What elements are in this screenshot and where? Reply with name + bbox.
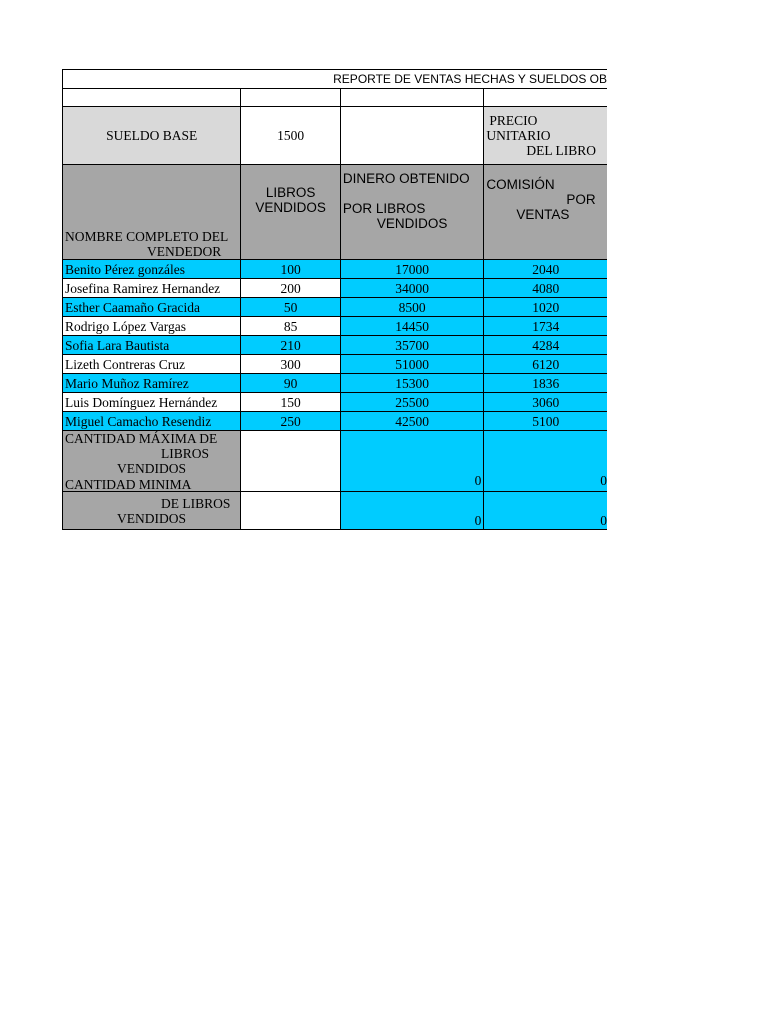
libros-value: 210 — [280, 337, 301, 353]
libros-value: 85 — [283, 318, 298, 334]
comision-cell[interactable] — [484, 374, 607, 393]
vendedor-name: Benito Pérez gonzáles — [65, 261, 185, 277]
comision-cell[interactable] — [484, 298, 607, 317]
comision-value: 3060 — [532, 394, 560, 410]
dinero-cell[interactable] — [340, 355, 484, 374]
libros-value: 100 — [280, 261, 301, 277]
libros-cell[interactable] — [241, 393, 340, 412]
libros-cell[interactable] — [241, 260, 340, 279]
comision-value: 1734 — [532, 318, 560, 334]
vendedor-name-cell[interactable] — [63, 374, 241, 393]
table-row — [63, 279, 608, 298]
table-row — [63, 374, 608, 393]
sales-report-sheet — [62, 69, 607, 530]
table-row — [63, 393, 608, 412]
dinero-cell[interactable] — [340, 393, 484, 412]
libros-value: 90 — [283, 375, 298, 391]
comision-cell[interactable] — [484, 260, 607, 279]
empty-cell[interactable] — [63, 89, 241, 107]
libros-value: 50 — [283, 299, 298, 315]
libros-cell[interactable] — [241, 317, 340, 336]
precio-unitario-line1: PRECIO — [489, 113, 538, 128]
vendedor-name-cell[interactable] — [63, 393, 241, 412]
libros-header-line1: LIBROS — [265, 185, 316, 200]
comision-value: 4284 — [532, 337, 560, 353]
libros-value: 250 — [280, 413, 301, 429]
dinero-value: 25500 — [395, 394, 429, 410]
vendedor-name: Luis Domínguez Hernández — [65, 394, 218, 410]
dinero-cell[interactable] — [340, 374, 484, 393]
sueldo-base-value-cell[interactable] — [241, 107, 340, 165]
precio-unitario-line2: UNITARIO — [486, 128, 551, 143]
table-row — [63, 260, 608, 279]
comision-header-line1: COMISIÓN — [486, 177, 555, 192]
dinero-header-line3: VENDIDOS — [376, 216, 448, 231]
libros-header-line2: VENDIDOS — [255, 200, 326, 215]
comision-cell[interactable] — [484, 355, 607, 374]
cantidad-minima-line3: VENDIDOS — [117, 510, 186, 526]
vendedor-name: Josefina Ramirez Hernandez — [65, 280, 221, 296]
precio-unitario-line3: DEL LIBRO — [526, 143, 597, 158]
dinero-header-line2: POR LIBROS — [342, 201, 426, 216]
minimo-dinero-cell[interactable] — [340, 492, 484, 530]
libros-cell[interactable] — [241, 279, 340, 298]
libros-cell[interactable] — [241, 374, 340, 393]
libros-cell[interactable] — [241, 298, 340, 317]
vendedor-name: Esther Caamaño Gracida — [65, 299, 200, 315]
dinero-value: 42500 — [395, 413, 429, 429]
dinero-cell[interactable] — [340, 298, 484, 317]
dinero-cell[interactable] — [340, 412, 484, 431]
table-row — [63, 317, 608, 336]
comision-cell[interactable] — [484, 412, 607, 431]
cantidad-maxima-row — [63, 431, 608, 492]
vendedor-name: Rodrigo López Vargas — [65, 318, 186, 334]
nombre-header-line1: NOMBRE COMPLETO DEL — [65, 229, 229, 244]
dinero-cell[interactable] — [340, 279, 484, 298]
empty-cell[interactable] — [340, 107, 484, 165]
comision-cell[interactable] — [484, 393, 607, 412]
table-row — [63, 298, 608, 317]
dinero-value: 34000 — [395, 280, 429, 296]
vendedor-name-cell[interactable] — [63, 279, 241, 298]
nombre-header-line2: VENDEDOR — [147, 244, 222, 259]
column-header-row — [63, 165, 608, 260]
comision-cell[interactable] — [484, 336, 607, 355]
empty-cell[interactable] — [241, 89, 340, 107]
vendedor-name: Lizeth Contreras Cruz — [65, 356, 185, 372]
table-row — [63, 355, 608, 374]
comision-value: 6120 — [532, 356, 560, 372]
minimo-dinero-value: 0 — [474, 513, 482, 528]
comision-value: 1836 — [532, 375, 560, 391]
dinero-value: 14450 — [395, 318, 429, 334]
cantidad-minima-line2: DE LIBROS — [161, 495, 231, 511]
comision-value: 1020 — [532, 299, 560, 315]
vendedor-name-cell[interactable] — [63, 260, 241, 279]
libros-value: 200 — [280, 280, 301, 296]
maximo-dinero-cell[interactable] — [340, 431, 484, 492]
cantidad-minima-label-cell[interactable] — [63, 492, 241, 530]
dinero-cell[interactable] — [340, 336, 484, 355]
comision-header-line2: POR — [566, 192, 596, 207]
empty-cell[interactable] — [484, 89, 607, 107]
comision-value: 5100 — [532, 413, 560, 429]
sueldo-base-label: SUELDO BASE — [106, 128, 198, 143]
cantidad-maxima-line3: VENDIDOS — [117, 461, 186, 476]
report-title: REPORTE DE VENTAS HECHAS Y SUELDOS OB — [333, 71, 607, 86]
minimo-comision-cell[interactable] — [484, 492, 607, 530]
vendedor-name-cell[interactable] — [63, 412, 241, 431]
dinero-cell[interactable] — [340, 317, 484, 336]
maximo-comision-cell[interactable] — [484, 431, 607, 492]
nombre-header-cell[interactable] — [63, 165, 241, 260]
sueldo-base-row — [63, 107, 608, 165]
dinero-value: 51000 — [395, 356, 429, 372]
dinero-value: 17000 — [395, 261, 429, 277]
empty-cell[interactable] — [241, 431, 340, 492]
cantidad-maxima-line1: CANTIDAD MÁXIMA DE — [65, 431, 218, 446]
title-row — [63, 70, 608, 89]
vendedor-name-cell[interactable] — [63, 355, 241, 374]
cantidad-minima-line1: CANTIDAD MINIMA — [65, 477, 192, 492]
empty-cell[interactable] — [241, 492, 340, 530]
libros-cell[interactable] — [241, 355, 340, 374]
libros-value: 300 — [280, 356, 301, 372]
libros-value: 150 — [280, 394, 301, 410]
precio-unitario-cell[interactable] — [484, 107, 607, 165]
vendedor-name-cell[interactable] — [63, 317, 241, 336]
cantidad-maxima-label-cell[interactable] — [63, 431, 241, 492]
dinero-header-cell[interactable] — [340, 165, 484, 260]
vendedor-name-cell[interactable] — [63, 298, 241, 317]
libros-cell[interactable] — [241, 336, 340, 355]
blank-row — [63, 89, 608, 107]
table-row — [63, 412, 608, 431]
empty-cell[interactable] — [340, 89, 484, 107]
maximo-dinero-value: 0 — [474, 473, 482, 488]
comision-cell[interactable] — [484, 317, 607, 336]
libros-cell[interactable] — [241, 412, 340, 431]
dinero-header-line1: DINERO OBTENIDO — [342, 171, 470, 186]
dinero-value: 35700 — [395, 337, 429, 353]
dinero-value: 8500 — [398, 299, 426, 315]
vendedor-name-cell[interactable] — [63, 336, 241, 355]
vendedor-name: Miguel Camacho Resendiz — [65, 413, 212, 429]
comision-header-line3: VENTAS — [516, 207, 570, 222]
cantidad-minima-row — [63, 492, 608, 530]
vendedor-name: Mario Muñoz Ramírez — [65, 375, 189, 391]
comision-value: 4080 — [532, 280, 560, 296]
report-title-cell[interactable] — [63, 70, 608, 89]
minimo-comision-value: 0 — [600, 513, 607, 528]
comision-value: 2040 — [532, 261, 560, 277]
dinero-cell[interactable] — [340, 260, 484, 279]
cantidad-maxima-line2: LIBROS — [161, 446, 210, 461]
table-row — [63, 336, 608, 355]
dinero-value: 15300 — [395, 375, 429, 391]
sueldo-base-label-cell[interactable] — [63, 107, 241, 165]
libros-header-cell[interactable] — [241, 165, 340, 260]
comision-header-cell[interactable] — [484, 165, 607, 260]
vendedor-name: Sofia Lara Bautista — [65, 337, 170, 353]
comision-cell[interactable] — [484, 279, 607, 298]
maximo-comision-value: 0 — [600, 473, 607, 488]
sueldo-base-value: 1500 — [277, 128, 305, 143]
